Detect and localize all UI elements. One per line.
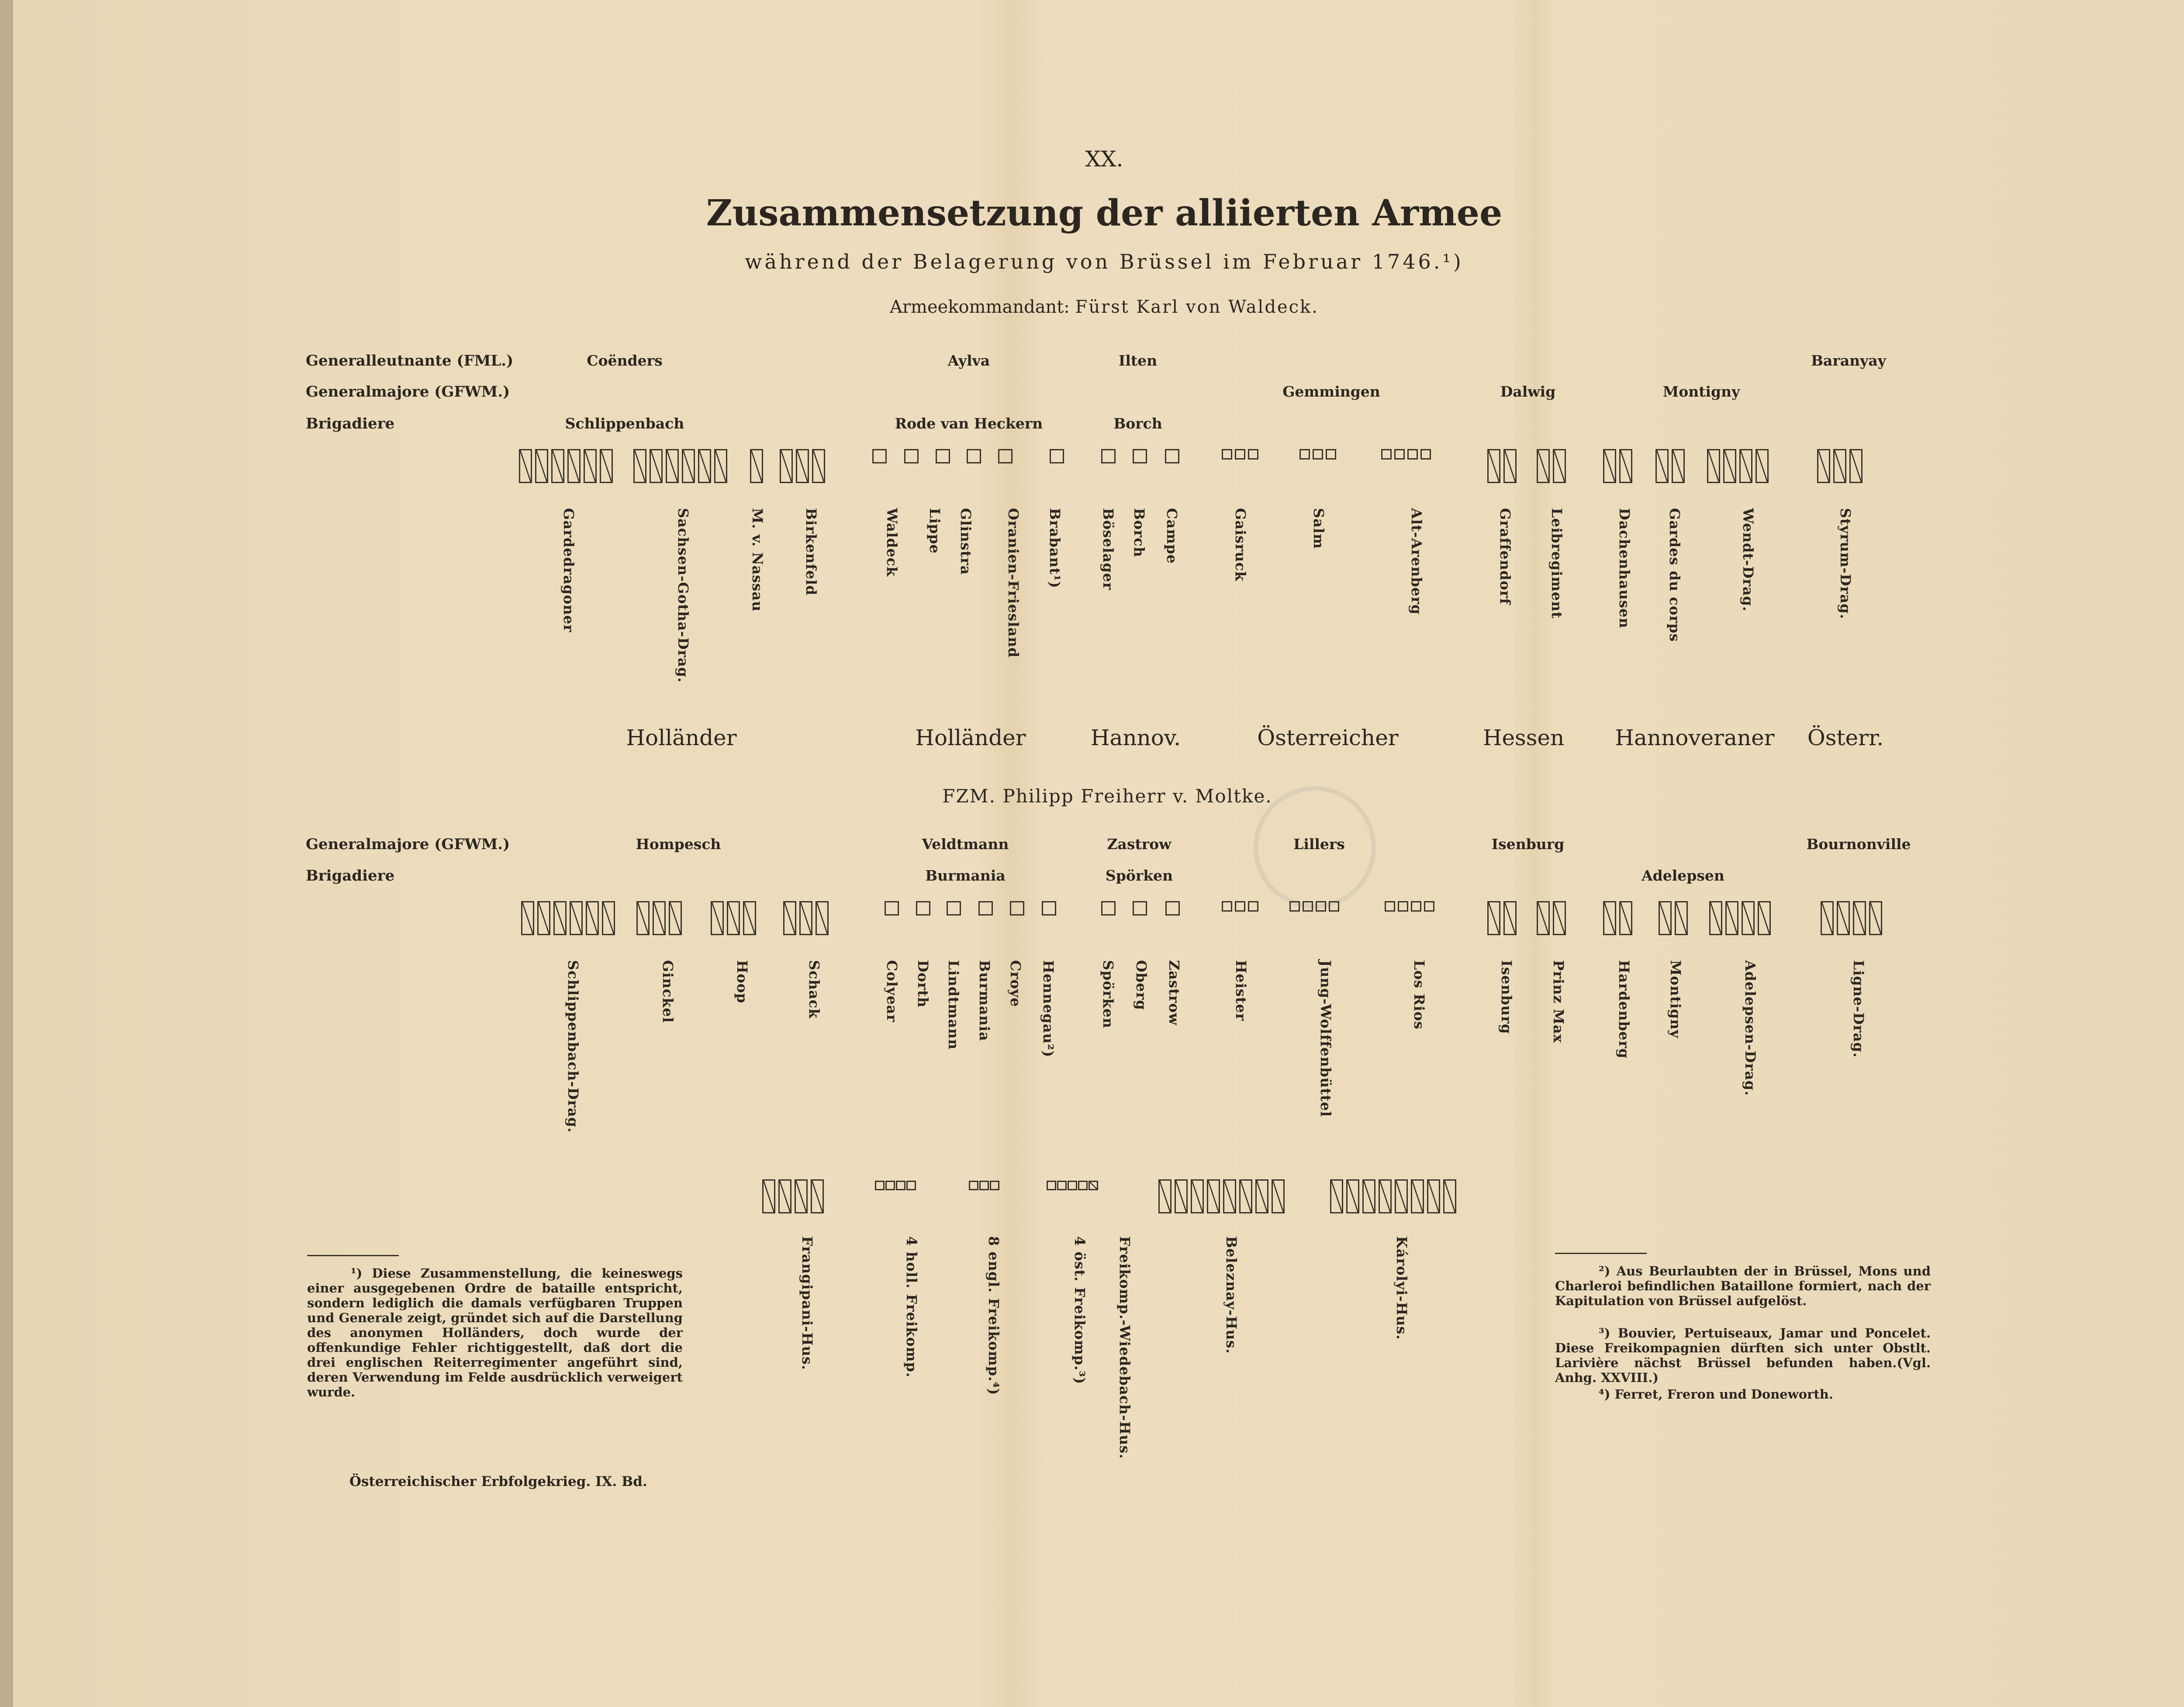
squadron-group [1817, 449, 1866, 483]
unit-name: Sachsen-Gotha-Drag. [675, 508, 691, 683]
rank-label-gfwm: Generalmajore (GFWM.) [306, 383, 510, 401]
battalion-symbol [1042, 901, 1056, 916]
squadron-group [519, 449, 616, 483]
nation-label: Holländer [915, 725, 1026, 750]
unit-name: Károlyi-Hus. [1393, 1236, 1410, 1340]
brig-adelepsen: Adelepsen [1641, 867, 1724, 884]
footnote-4: ⁴) Ferret, Freron und Doneworth. [1599, 1387, 1833, 1402]
battalion-symbol [1050, 449, 1064, 463]
battalion-symbol [1133, 901, 1147, 916]
battalion-symbol [998, 449, 1013, 463]
squadron-group [636, 901, 685, 935]
battalion-group [1385, 901, 1437, 912]
squadron-group [1655, 449, 1688, 483]
unit-name: Styrum-Drag. [1837, 508, 1854, 619]
unit-name: Oranien-Friesland [1005, 508, 1022, 658]
battalion-symbol [936, 449, 950, 463]
nation-label: Österr. [1807, 725, 1884, 750]
squadron-group [711, 901, 759, 935]
unit-name: 4 holl. Freikomp. [903, 1236, 920, 1378]
unit-name: Zastrow [1166, 960, 1182, 1026]
unit-name: Dachenhausen [1616, 508, 1633, 629]
battalion-symbol [947, 901, 961, 916]
battalion-symbol [967, 449, 981, 463]
unit-name: M. v. Nassau [749, 508, 766, 612]
unit-name: 4 öst. Freikomp.³) [1071, 1236, 1088, 1385]
battalion-symbol [1133, 449, 1147, 463]
unit-name: Lippe [926, 508, 943, 554]
unit-name: Leibregiment [1548, 508, 1565, 619]
squadron-group [1603, 449, 1635, 483]
unit-name: Ginckel [660, 960, 676, 1023]
fml-baranyay: Baranyay [1811, 352, 1886, 369]
battalion-symbol [872, 449, 887, 463]
unit-name: Gardes du corps [1666, 508, 1683, 642]
gfwm-zastrow: Zastrow [1107, 836, 1171, 853]
fml-aylva: Aylva [947, 352, 990, 369]
battalion-group [1222, 901, 1261, 912]
fml-coenders: Coënders [587, 352, 663, 369]
gfwm-veldtmann: Veldtmann [922, 836, 1009, 853]
gfwm-isenburg: Isenburg [1491, 836, 1565, 853]
battalion-symbol [1101, 449, 1116, 463]
battalion-symbol [1165, 901, 1180, 916]
squadron-group [1158, 1179, 1288, 1213]
battalion-symbol [1165, 449, 1179, 463]
squadron-group [1709, 901, 1774, 935]
squadron-group [1659, 901, 1691, 935]
unit-name: Dorth [915, 960, 931, 1008]
nation-label: Hannov. [1090, 725, 1181, 750]
nation-label: Österreicher [1257, 725, 1399, 750]
unit-name: Montigny [1667, 960, 1684, 1039]
unit-name: Glinstra [957, 508, 974, 575]
commander-name: Fürst Karl von Waldeck. [1075, 297, 1319, 317]
nation-label: Hessen [1482, 725, 1565, 750]
squadron-group [1707, 449, 1772, 483]
unit-name: Salm [1310, 508, 1327, 549]
unit-name: Colyear [884, 960, 900, 1023]
unit-name: Freikomp.-Wiedebach-Hus. [1116, 1236, 1133, 1459]
footnote-3: ³) Bouvier, Pertuiseaux, Jamar und Poncelet. Diese Freikompagnien dürften sich unter Obstlt. Larivière nächst Brüssel befunden haben.(Vgl. Anhg. XXVIII.) [1555, 1326, 1931, 1385]
unit-name: Jung-Wolffenbüttel [1317, 960, 1334, 1117]
company-group [1047, 1181, 1099, 1190]
nation-label: Hannoveraner [1615, 725, 1775, 750]
unit-name: Gaisruck [1232, 508, 1249, 582]
unit-name: 8 engl. Freikomp.⁴) [985, 1236, 1002, 1396]
squadron-group [1537, 901, 1569, 935]
brig-spoerken: Spörken [1105, 867, 1173, 884]
squadron-group [780, 449, 828, 483]
unit-name: Frangipani-Hus. [799, 1236, 816, 1371]
unit-name: Campe [1164, 508, 1180, 564]
footnote-1: ¹) Diese Zusammenstellung, die keineswegs einer ausgegebenen Ordre de bataille entspricht, sondern lediglich die damals verfügbaren Truppen und Generale zeigt, gründet sich auf die Darstellung des anonymen Holländers, doch wurde der offenkundige Fehler richtiggestellt, daß dort die drei englischen Reiterregimenter angeführt sind, deren Verwendung im Felde ausdrücklich verweigert wurde. [307, 1266, 683, 1399]
battalion-symbol [904, 449, 919, 463]
page-footer: Österreichischer Erbfolgekrieg. IX. Bd. [349, 1474, 647, 1489]
unit-name: Graffendorf [1497, 508, 1514, 605]
unit-name: Waldeck [884, 508, 900, 577]
squadron-group [783, 901, 832, 935]
gfwm-lillers: Lillers [1293, 836, 1345, 853]
brig-borch: Borch [1113, 415, 1162, 432]
page-subtitle: während der Belagerung von Brüssel im Februar 1746.¹) [745, 250, 1464, 273]
rank-label-brig-2: Brigadiere [306, 867, 395, 885]
plate-number: XX. [1085, 146, 1123, 172]
battalion-symbol [1101, 901, 1116, 916]
footnote-rule [307, 1255, 399, 1256]
battalion-group [1222, 449, 1261, 460]
unit-name: Schlippenbach-Drag. [565, 960, 581, 1133]
unit-name: Birkenfeld [803, 508, 819, 596]
gfwm-montigny: Montigny [1662, 383, 1740, 400]
brig-schlippenbach: Schlippenbach [565, 415, 684, 432]
squadron-group [1821, 901, 1885, 935]
brig-burmania: Burmania [925, 867, 1006, 884]
unit-name: Heister [1233, 960, 1249, 1021]
unit-name: Ligne-Drag. [1850, 960, 1867, 1058]
battalion-group [1381, 449, 1434, 460]
squadron-group [1330, 1179, 1459, 1213]
squadron-group [762, 1179, 827, 1213]
unit-name: Hoop [734, 960, 750, 1004]
army-commander [890, 297, 1319, 317]
unit-name: Spörken [1100, 960, 1116, 1029]
company-group [969, 1181, 1000, 1190]
unit-name: Hennegau²) [1040, 960, 1057, 1058]
unit-name: Schack [806, 960, 822, 1019]
battalion-symbol [978, 901, 993, 916]
squadron-group [1603, 901, 1635, 935]
gfwm-bournonville: Bournonville [1806, 836, 1911, 853]
squadron-group [633, 449, 730, 483]
gfwm-gemmingen: Gemmingen [1282, 383, 1380, 400]
unit-name: Borch [1131, 508, 1147, 557]
nation-label: Holländer [626, 725, 737, 750]
battalion-group [1289, 901, 1342, 912]
unit-name: Adelepsen-Drag. [1742, 960, 1759, 1096]
gfwm-dalwig: Dalwig [1500, 383, 1556, 400]
battalion-group [1299, 449, 1339, 460]
unit-name: Los Rios [1411, 960, 1427, 1030]
gfwm-hompesch: Hompesch [636, 836, 721, 853]
squadron-group [1487, 901, 1520, 935]
squadron-group [521, 901, 618, 935]
squadron-group [1487, 449, 1520, 483]
rank-label-brig: Brigadiere [306, 415, 395, 432]
unit-name: Böselager [1100, 508, 1116, 591]
battalion-symbol [916, 901, 930, 916]
unit-name: Wendt-Drag. [1740, 508, 1756, 612]
unit-name: Beleznay-Hus. [1223, 1236, 1240, 1354]
squadron-group [750, 449, 766, 483]
battalion-symbol [1010, 901, 1024, 916]
rank-label-gfwm-2: Generalmajore (GFWM.) [306, 836, 510, 853]
brig-rode-van-heckern: Rode van Heckern [895, 415, 1043, 432]
unit-name: Brabant¹) [1047, 508, 1063, 588]
unit-name: Isenburg [1498, 960, 1515, 1034]
battalion-symbol [885, 901, 899, 916]
unit-name: Prinz Max [1550, 960, 1567, 1043]
page-title: Zusammensetzung der alliierten Armee [706, 192, 1503, 234]
page-edge [0, 0, 13, 1707]
unit-name: Gardedragoner [560, 508, 577, 632]
unit-name: Croye [1007, 960, 1024, 1007]
footnote-2: ²) Aus Beurlaubten der in Brüssel, Mons und Charleroi befindlichen Bataillone formiert, nach der Kapitulation von Brüssel aufgelöst. [1555, 1264, 1931, 1308]
second-line-commander: FZM. Philipp Freiherr v. Moltke. [942, 785, 1272, 807]
unit-name: Burmania [976, 960, 993, 1041]
fml-ilten: Ilten [1118, 352, 1158, 369]
unit-name: Alt-Arenberg [1408, 508, 1425, 615]
squadron-group [1537, 449, 1569, 483]
unit-name: Hardenberg [1616, 960, 1632, 1059]
commander-label: Armeekommandant: [890, 297, 1070, 317]
unit-name: Oberg [1133, 960, 1150, 1010]
unit-name: Lindtmann [945, 960, 962, 1050]
rank-label-fml: Generalleutnante (FML.) [306, 352, 514, 370]
footnote-rule [1555, 1253, 1647, 1254]
company-group [875, 1181, 917, 1190]
